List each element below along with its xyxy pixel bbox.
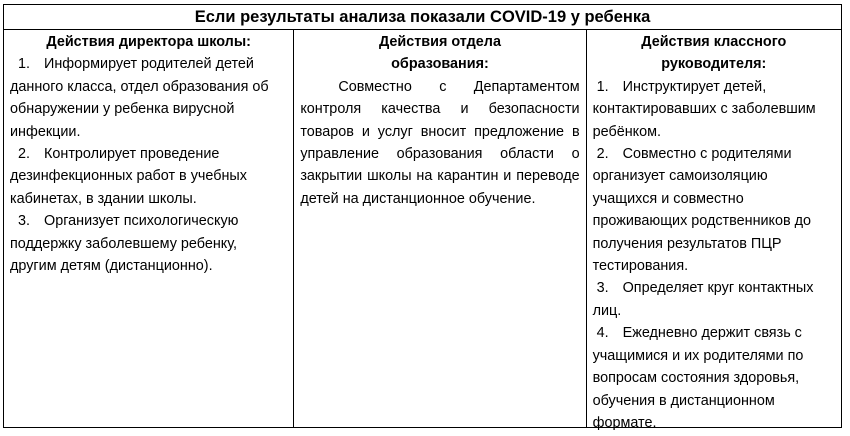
- column-paragraph: Совместно с Департаментом контроля качества и безопасности товаров и услуг вносит предложение в управление образования области о закрытии школы на карантин и переводе детей на дистанционное обучение.: [300, 78, 580, 207]
- item-number: 2.: [596, 146, 609, 163]
- list-item: [593, 322, 835, 434]
- list-item: [593, 143, 835, 277]
- column-heading-line: руководителя:: [661, 56, 767, 73]
- list-item: [593, 277, 835, 322]
- covid-actions-table: [3, 4, 842, 431]
- column-class-teacher: [586, 30, 841, 431]
- item-number: 3.: [18, 213, 31, 230]
- table-columns: [4, 30, 841, 431]
- item-text: Инструктирует детей, контактировавших с заболевшим ребёнком.: [592, 78, 816, 140]
- item-number: 3.: [596, 280, 609, 297]
- column-heading-line: Действия отдела: [378, 34, 501, 50]
- item-number: 2.: [18, 146, 31, 163]
- item-text: Контролирует проведение дезинфекционных работ в учебных кабинетах, в здании школы.: [10, 146, 247, 207]
- item-text: Информирует родителей детей данного класса, отдел образования об обнаружении у ребенка вирусной инфекции.: [10, 56, 269, 140]
- column-education-department: [293, 30, 585, 427]
- column-heading-line: Действия классного: [641, 34, 787, 50]
- column-heading: [300, 31, 579, 76]
- column-heading: [593, 31, 835, 76]
- list-item: [10, 53, 287, 143]
- table-title: Если результаты анализа показали COVID-19 у ребенка: [4, 5, 841, 30]
- item-text: Организует психологическую поддержку заболевшему ребенку, другим детям (дистанционно).: [10, 213, 239, 275]
- column-school-director: [4, 30, 293, 427]
- list-item: [10, 210, 287, 277]
- list-item: [10, 143, 287, 210]
- column-heading-line: образования:: [391, 56, 489, 73]
- item-text: Ежедневно держит связь с учащимися и их родителями по вопросам состояния здоровья, обучения в дистанционном формате.: [592, 325, 804, 431]
- item-text: Совместно с родителями организует самоизоляцию учащихся и совместно проживающих родственников до получения результатов ПЦР тестирования.: [592, 146, 812, 275]
- column-heading: Действия директора школы:: [46, 34, 251, 50]
- item-number: 1.: [596, 78, 609, 95]
- list-item: [593, 76, 835, 143]
- item-number: 1.: [18, 56, 31, 73]
- item-text: Определяет круг контактных лиц.: [592, 280, 814, 319]
- item-number: 4.: [596, 325, 609, 342]
